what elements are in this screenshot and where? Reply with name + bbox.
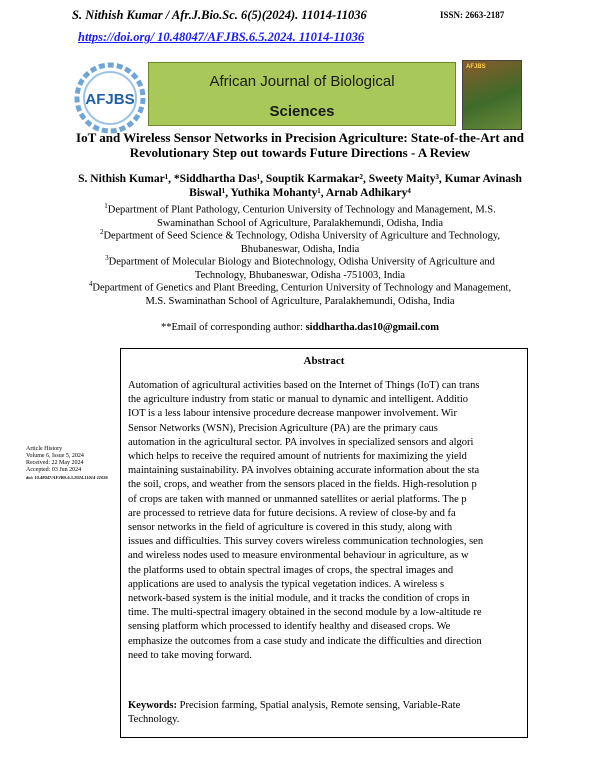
- journal-banner: [148, 62, 456, 126]
- author-list: [40, 172, 560, 200]
- abstract-line: IOT is a less labour intensive procedure decrease manpower involvement. Wir: [128, 408, 457, 420]
- email-address[interactable]: siddhartha.das10@gmail.com: [305, 322, 440, 333]
- abstract-line: need to take moving forward.: [128, 649, 252, 661]
- affiliation-4: $^4$Department of Genetics and Plant Breeding, Centurion University of Technology and Management, M.S. Swaminathan School of Agriculture, Paralakhemundi, Odisha, India: [88, 280, 512, 307]
- authors-line-1: S. Nithish Kumar¹, *Siddhartha Das¹, Souptik Karmakar², Sweety Maity³, Kumar Avinash: [78, 173, 522, 185]
- journal-logo: [74, 62, 146, 134]
- abstract-body: [128, 379, 527, 663]
- abstract-line: issues and difficulties. This survey covers wireless communication technologies, sen: [128, 536, 484, 548]
- abstract-line: the soil, crops, and weather from the sensors placed in the fields. High-resolution p: [128, 479, 477, 491]
- article-history: [26, 446, 118, 481]
- abstract-line: Sensor Networks (WSN), Precision Agriculture (PA) are the primary caus: [128, 422, 438, 434]
- abstract-line: time. The multi-spectral imagery obtained in the second module by a low-altitude re: [128, 607, 482, 619]
- abstract-heading: Abstract: [303, 355, 345, 367]
- keywords: [128, 699, 521, 727]
- abstract-line: sensing platform which processed to identify healthy and diseased crops. We: [128, 621, 451, 633]
- abstract-line: and wireless nodes used to measure environmental behaviour in agriculture, as w: [128, 550, 469, 562]
- history-volume: Volume 6, Issue 5, 2024: [26, 453, 84, 459]
- affiliation-3: $^3$Department of Molecular Biology and Biotechnology, Odisha University of Agriculture and Technology, Bhubaneswar, Odisha -751003, India: [105, 254, 495, 281]
- abstract-line: are processed to retrieve data for future decisions. A review of close-by and fa: [128, 507, 456, 519]
- doi-link[interactable]: https://doi.org/ 10.48047/AFJBS.6.5.2024. 11014-11036: [78, 30, 365, 44]
- keywords-label: Keywords:: [128, 700, 177, 711]
- affiliation-2: $^2$Department of Seed Science & Technology, Odisha University of Agriculture and Technology, Bhubaneswar, Odisha, India: [99, 228, 501, 255]
- history-doi: doi: 10.48047/AFJBS.6.5.2024.11014-11036: [26, 475, 108, 480]
- logo-text: AFJBS: [85, 91, 135, 108]
- abstract-line: sensor networks in the field of agriculture is covered in this study, along with: [128, 522, 453, 534]
- abstract-line: automation in the agricultural sector. PA involves in specialized sensors and algori: [128, 436, 474, 448]
- abstract-line: of crops are taken with manned or unmanned satellites or aerial platforms. The p: [128, 493, 467, 505]
- history-heading: Article History: [26, 446, 63, 452]
- corresponding-email: [0, 322, 600, 333]
- abstract-line: network-based system is the initial module, and it tracks the condition of crops in: [128, 593, 470, 605]
- cover-text: AFJBS: [466, 64, 486, 70]
- authors-line-2: Biswal¹, Yuthika Mohanty¹, Arnab Adhikary⁴: [189, 187, 411, 199]
- abstract-line: applications are used to analysis the typical vegetation indices. A wireless s: [128, 578, 445, 590]
- issn: ISSN: 2663-2187: [440, 10, 505, 20]
- title-line-2: Revolutionary Step out towards Future Directions - A Review: [129, 145, 471, 160]
- title-line-1: IoT and Wireless Sensor Networks in Precision Agriculture: State-of-the-Art and: [76, 130, 524, 145]
- abstract-line: maintaining sustainability. PA involves obtaining accurate information about the sta: [128, 465, 480, 477]
- keywords-line-1: Precision farming, Spatial analysis, Remote sensing, Variable-Rate: [177, 700, 461, 711]
- running-header: S. Nithish Kumar / Afr.J.Bio.Sc. 6(5)(2024). 11014-11036: [72, 8, 367, 22]
- abstract-line: which helps to receive the required amount of nutrients for maximizing the yield: [128, 451, 467, 463]
- history-accepted: Accepted: 03 Jun 2024: [26, 467, 82, 473]
- affiliation-1: $^1$Department of Plant Pathology, Centurion University of Technology and Management, M.S. Swaminathan School of Agriculture, Paralakhemundi, Odisha, India: [104, 202, 496, 229]
- journal-name-line2: Sciences: [269, 103, 335, 120]
- keywords-line-2: Technology.: [128, 714, 180, 725]
- abstract-line: Automation of agricultural activities based on the Internet of Things (IoT) can trans: [128, 380, 480, 391]
- abstract-line: the agriculture industry from static or manual to dynamic and intelligent. Additio: [128, 394, 469, 406]
- abstract-line: emphasize the outcomes from a case study and indicate the difficulties and direction: [128, 635, 482, 647]
- journal-cover-thumbnail: [462, 60, 522, 130]
- history-received: Received: 22 May 2024: [26, 460, 84, 466]
- abstract-box: [120, 348, 528, 738]
- email-label: **Email of corresponding author:: [160, 322, 306, 333]
- abstract-line: the platforms used to obtain spectral images of crops, the spectral images and: [128, 564, 454, 576]
- journal-name-line1: African Journal of Biological: [209, 73, 395, 90]
- paper-title: [20, 130, 580, 160]
